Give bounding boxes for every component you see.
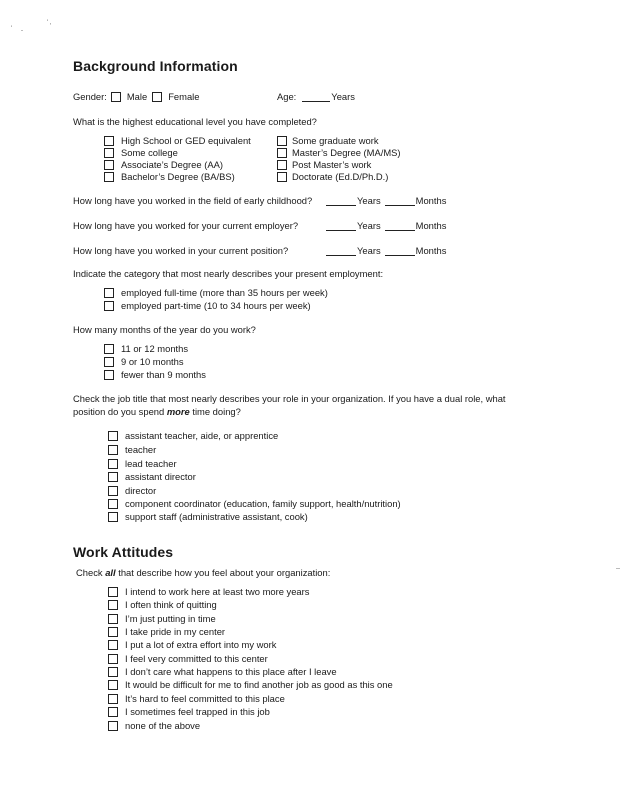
option-label: assistant director [125,470,196,482]
years-input[interactable] [326,196,356,206]
checkbox[interactable] [108,600,118,610]
checkbox[interactable] [108,694,118,704]
months-input[interactable] [385,196,415,206]
years-input[interactable] [326,221,356,231]
attitude-option[interactable] [108,705,270,718]
option-label: fewer than 9 months [121,368,206,380]
job-title-question-line2 [73,406,241,418]
checkbox[interactable] [104,370,114,380]
tenure-answer-employer [326,219,446,232]
checkbox[interactable] [104,172,114,182]
attitude-option[interactable] [108,678,393,691]
checkbox[interactable] [104,160,114,170]
checkbox[interactable] [108,486,118,496]
months-option[interactable] [104,355,184,368]
checkbox[interactable] [108,459,118,469]
tenure-question-employer: How long have you worked for your current employer? [73,220,299,231]
scan-speck: ' [11,26,13,32]
years-label: Years [357,194,381,206]
section-title-background: Background Information [73,58,238,74]
gender-female-checkbox[interactable] [152,92,162,102]
years-label: Years [357,219,381,231]
attitude-option[interactable] [108,585,309,598]
checkbox[interactable] [104,136,114,146]
age-input[interactable] [302,92,330,102]
gender-male-label: Male [126,90,148,102]
option-label: Post Master’s work [292,158,372,170]
checkbox[interactable] [104,344,114,354]
attitude-option[interactable] [108,625,225,638]
checkbox[interactable] [108,512,118,522]
job-title-option[interactable] [108,443,156,456]
attitude-option[interactable] [108,612,216,625]
tenure-question-position: How long have you worked in your current position? [73,245,289,256]
option-label: Master’s Degree (MA/MS) [292,146,401,158]
employment-question: Indicate the category that most nearly describes your present employment: [73,268,384,279]
checkbox[interactable] [277,172,287,182]
tenure-question-field: How long have you worked in the field of early childhood? [73,195,313,206]
option-label: 11 or 12 months [121,342,189,354]
text: that describe how you feel about your organization: [115,567,331,578]
option-label: I take pride in my center [125,625,226,637]
checkbox[interactable] [104,357,114,367]
tenure-answer-field [326,194,446,207]
option-label: 9 or 10 months [121,355,184,367]
years-input[interactable] [326,246,356,256]
years-label: Years [357,244,381,256]
months-option[interactable] [104,368,206,381]
option-label: Bachelor’s Degree (BA/BS) [121,170,235,182]
checkbox[interactable] [108,707,118,717]
option-label: Doctorate (Ed.D/Ph.D.) [292,170,389,182]
option-label: I put a lot of extra effort into my work [125,638,277,650]
education-question: What is the highest educational level you have completed? [73,116,317,127]
option-label: I sometimes feel trapped in this job [125,705,270,717]
checkbox[interactable] [108,431,118,441]
text: position do you spend [73,406,167,417]
months-input[interactable] [385,221,415,231]
checkbox[interactable] [108,627,118,637]
months-option[interactable] [104,342,188,355]
checkbox[interactable] [108,654,118,664]
scan-speck: ' , [47,20,52,26]
option-label: director [125,484,157,496]
attitude-option[interactable] [108,692,285,705]
option-label: It’s hard to feel committed to this place [125,692,285,704]
age-unit: Years [331,90,355,102]
option-label: Some graduate work [292,134,379,146]
attitude-option[interactable] [108,665,337,678]
work-attitudes-instruction [76,567,330,579]
option-label: lead teacher [125,457,177,469]
months-input[interactable] [385,246,415,256]
age-field [277,90,355,103]
gender-female-label: Female [168,90,200,102]
age-label: Age: [277,90,297,102]
option-label: High School or GED equivalent [121,134,251,146]
option-label: I often think of quitting [125,598,217,610]
checkbox[interactable] [277,160,287,170]
job-title-option[interactable] [108,470,196,483]
option-label: I intend to work here at least two more years [125,585,310,597]
checkbox[interactable] [108,614,118,624]
employment-option[interactable] [104,299,311,312]
option-label: I feel very committed to this center [125,652,268,664]
attitude-option[interactable] [108,652,268,665]
tenure-answer-position [326,244,446,257]
option-label: component coordinator (education, family support, health/nutrition) [125,497,401,509]
option-label: teacher [125,443,157,455]
gender-field [73,90,199,103]
checkbox[interactable] [108,721,118,731]
gender-label: Gender: [73,90,107,102]
checkbox[interactable] [277,148,287,158]
checkbox[interactable] [104,301,114,311]
job-title-option[interactable] [108,484,156,497]
months-label: Months [415,244,447,256]
checkbox[interactable] [108,587,118,597]
checkbox[interactable] [277,136,287,146]
option-label: assistant teacher, aide, or apprentice [125,429,279,441]
option-label: Some college [121,146,178,158]
checkbox[interactable] [108,472,118,482]
checkbox[interactable] [108,445,118,455]
emphasis: all [105,567,116,578]
section-title-work-attitudes: Work Attitudes [73,544,174,560]
job-title-question-line1: Check the job title that most nearly describes your role in your organization. If you have a dual role, what [73,393,506,404]
job-title-option[interactable] [108,429,278,442]
option-label: none of the above [125,719,201,731]
checkbox[interactable] [104,148,114,158]
option-label: Associate’s Degree (AA) [121,158,223,170]
checkbox[interactable] [104,288,114,298]
option-label: employed full-time (more than 35 hours per week) [121,286,328,298]
text: time doing? [189,406,241,417]
checkbox[interactable] [108,667,118,677]
attitude-option[interactable] [108,638,276,651]
gender-male-checkbox[interactable] [111,92,121,102]
job-title-option[interactable] [108,457,177,470]
scan-mark [616,568,620,569]
education-option[interactable] [277,170,388,183]
months-question: How many months of the year do you work? [73,324,256,335]
option-label: employed part-time (10 to 34 hours per week) [121,299,311,311]
option-label: I’m just putting in time [125,612,216,624]
attitude-option[interactable] [108,598,217,611]
job-title-option[interactable] [108,510,308,523]
education-option[interactable] [104,170,235,183]
job-title-option[interactable] [108,497,401,510]
checkbox[interactable] [108,499,118,509]
option-label: It would be difficult for me to find another job as good as this one [125,678,393,690]
emphasis: more [166,406,190,417]
employment-option[interactable] [104,286,328,299]
text: Check [76,567,106,578]
scan-speck: - [21,28,23,34]
option-label: support staff (administrative assistant, cook) [125,510,308,522]
option-label: I don’t care what happens to this place after I leave [125,665,337,677]
months-label: Months [415,219,447,231]
months-label: Months [415,194,447,206]
checkbox[interactable] [108,640,118,650]
attitude-option[interactable] [108,719,200,732]
checkbox[interactable] [108,680,118,690]
